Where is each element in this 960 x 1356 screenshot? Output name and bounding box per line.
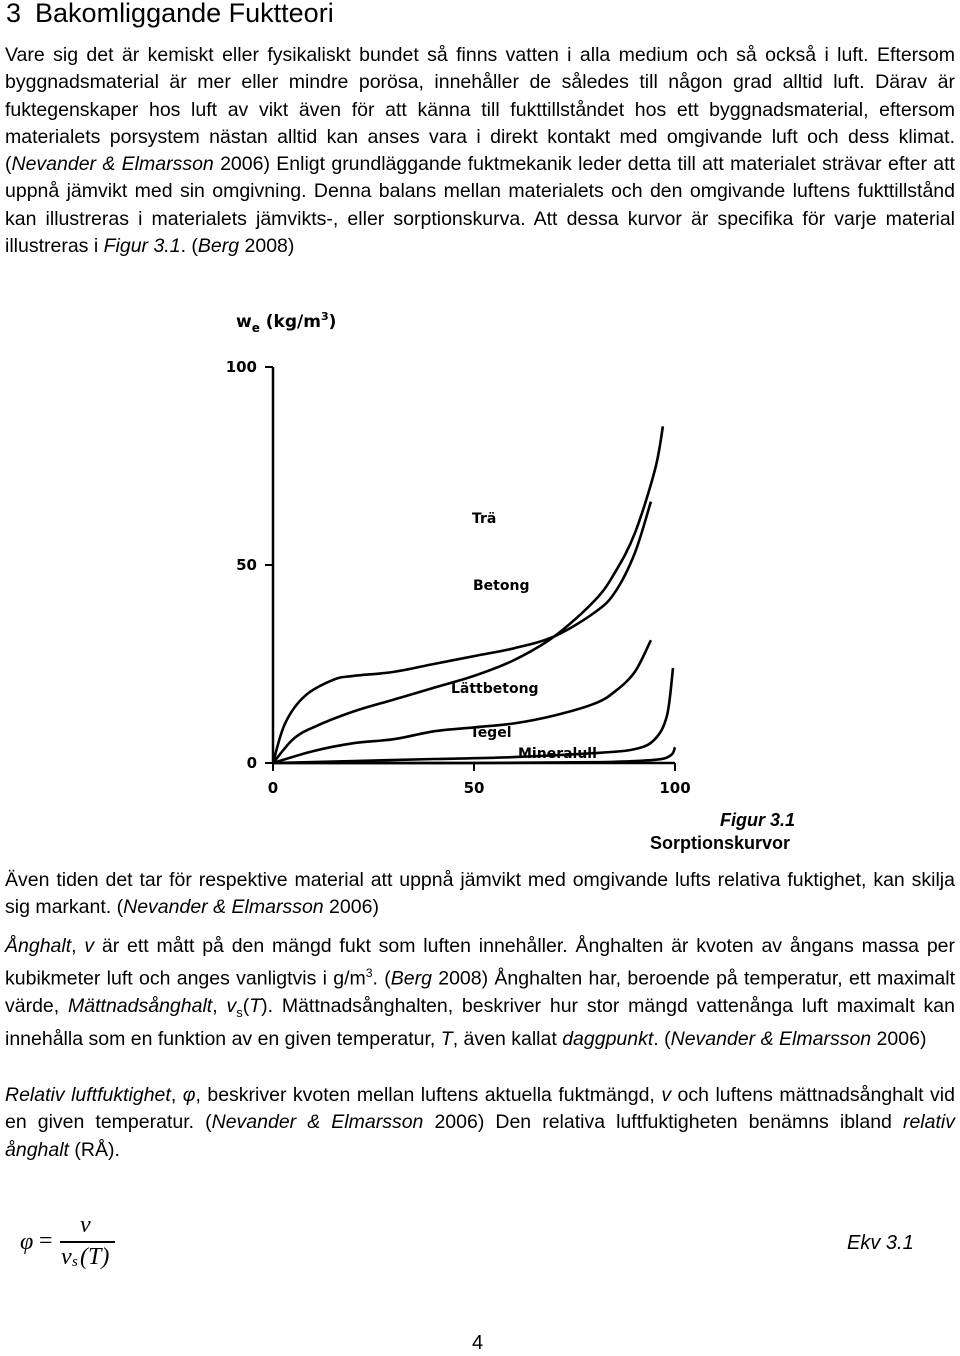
text: , (170, 1084, 183, 1106)
series-label-lättbetong: Lättbetong (451, 681, 539, 697)
term: daggpunkt (562, 1028, 654, 1051)
equation-lhs: φ (20, 1229, 34, 1255)
text: 2006) (871, 1028, 927, 1051)
paragraph-time (5, 867, 955, 922)
x-tick-label: 0 (267, 779, 279, 797)
y-axis-label: $w_e$ $(kg/m^3)$ (236, 310, 337, 335)
paragraph-intro (5, 42, 955, 260)
y-tick-label: 0 (246, 754, 257, 772)
equation-number: Ekv 3.1 (847, 1232, 914, 1254)
equation-denominator-arg: (T) (80, 1244, 110, 1270)
citation: Nevander & Elmarsson (11, 153, 214, 176)
page-number: 4 (472, 1332, 484, 1354)
series-line-betong (273, 502, 651, 763)
equation-numerator: v (80, 1212, 91, 1238)
figure-caption-number: Figur 3.1 (720, 810, 796, 830)
text: . ( (653, 1028, 671, 1051)
text: , (71, 935, 85, 957)
sorption-chart (220, 305, 720, 805)
text: 2008) Ånghalten har, beroende på temperatur, ett maximalt värde, (5, 967, 955, 1018)
symbol: v (226, 995, 237, 1018)
citation: Nevander & Elmarsson (123, 896, 324, 919)
text: Vare sig det är kemiskt eller fysikaliskt bundet så finns vatten i alla medium och så också i luft. Eftersom byggnadsmaterial är mer eller mindre porösa, innehåller de således till någon grad alltid luft. Därav är fuktegenskaper hos luft av vikt även för att känna till fukttillståndet hos ett byggnadsmaterial, eftersom materialets porsystem nästan alltid kan anses vara i direkt kontakt med omgivande luft och dess klimat. ( (5, 44, 955, 176)
figure-reference: Figur 3.1 (103, 235, 181, 258)
citation: Berg (197, 235, 240, 258)
series-label-mineralull: Mineralull (518, 746, 597, 762)
text: 2006) Enligt grundläggande fuktmekanik leder detta till att materialet strävar efter att uppnå jämvikt med sin omgivning. Denna balans mellan materialets och den omgivande luftens fukttillstånd kan illustreras i materialets jämvikts-, eller sorptionskurva. Att dessa kurvor är specifika för varje material illustreras i (5, 153, 955, 258)
symbol: v (84, 935, 95, 957)
equation-equals: = (39, 1228, 53, 1254)
x-tick-label: 50 (463, 779, 485, 797)
y-tick-label: 50 (236, 556, 257, 574)
term: Relativ luftfuktighet (5, 1084, 171, 1106)
paragraph-anghalt (5, 933, 955, 1054)
citation: Nevander & Elmarsson (670, 1028, 872, 1051)
text: , även kallat (452, 1028, 563, 1051)
y-tick-label: 100 (225, 358, 257, 376)
text: , (212, 995, 227, 1018)
term: Mättnadsånghalt (68, 995, 213, 1018)
text: 2006) Den relativa luftfuktigheten benämns ibland (423, 1111, 903, 1134)
superscript: 3 (365, 966, 373, 981)
text: 2008) (239, 235, 295, 258)
x-tick-label: 100 (659, 779, 691, 797)
text: ( (242, 995, 250, 1018)
text: . ( (180, 235, 198, 258)
symbol: φ (182, 1084, 196, 1106)
paragraph-relativ (5, 1082, 955, 1164)
series-label-tegel: Tegel (470, 725, 512, 741)
symbol: v (661, 1084, 672, 1106)
text: Även tiden det tar för respektive material att uppnå jämvikt med omgivande lufts relativa fuktighet, kan skilja sig markant. ( (5, 869, 955, 919)
equation-denominator-sub: s (72, 1254, 78, 1270)
text: (RÅ). (68, 1138, 120, 1161)
text: , beskriver kvoten mellan luftens aktuella fuktmängd, (195, 1084, 662, 1106)
fraction-bar (60, 1241, 115, 1243)
text: är ett mått på den mängd fukt som luften innehåller. Ånghalten är kvoten av ångans massa per kubikmeter luft och anges vanligtvis i g/m (5, 935, 955, 990)
text: 2006) (323, 896, 379, 919)
series-label-trä: Trä (472, 511, 497, 527)
symbol: T (440, 1028, 453, 1051)
text: . ( (372, 967, 391, 990)
section-number: 3 (6, 0, 22, 28)
citation: Berg (390, 967, 432, 990)
series-label-betong: Betong (473, 578, 530, 594)
figure-caption-title: Sorptionskurvor (650, 833, 791, 853)
series-line-trä (273, 426, 663, 763)
section-title: Bakomliggande Fuktteori (35, 0, 334, 28)
citation: Nevander & Elmarsson (211, 1111, 424, 1134)
symbol: T (249, 995, 262, 1018)
text: och luftens mättnadsånghalt vid en given temperatur. ( (5, 1084, 955, 1134)
term: relativ ånghalt (5, 1111, 955, 1161)
text: ). Mättnadsånghalten, beskriver hur stor mängd vattenånga luft maximalt kan innehålla som en funktion av en given temperatur, (5, 995, 955, 1051)
section-heading (6, 0, 334, 29)
subscript: s (236, 1004, 243, 1020)
sorption-chart-svg (220, 305, 720, 805)
equation-denominator-v: v (61, 1244, 72, 1270)
term: Ånghalt (5, 935, 72, 957)
